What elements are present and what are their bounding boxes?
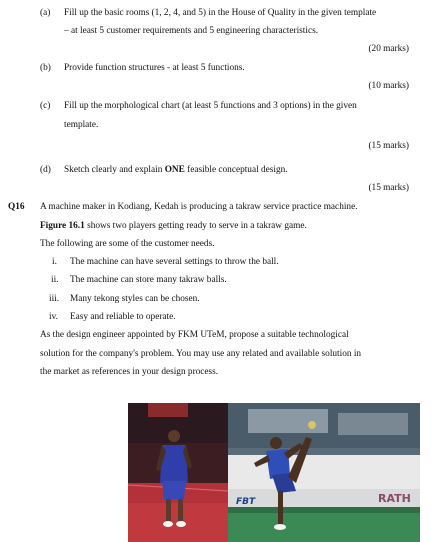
figure-sentence-rest: shows two players getting ready to serve in a takraw game. xyxy=(84,221,307,231)
part-c-marks: (15 marks) xyxy=(368,141,409,151)
photo-banner-text: FBT xyxy=(236,497,256,507)
need-text: The machine can store many takraw balls. xyxy=(70,275,227,285)
q16-paragraph-line3: the market as references in your design process. xyxy=(40,367,219,377)
need-text: The machine can have several settings to throw the ball. xyxy=(70,257,279,267)
q16-intro: A machine maker in Kodiang, Kedah is producing a takraw service practice machine. xyxy=(40,202,358,212)
part-a-label: (a) xyxy=(40,8,51,18)
q16-paragraph-line1: As the design engineer appointed by FKM UTeM, propose a suitable technological xyxy=(40,330,349,340)
photo-banner-text: RATH xyxy=(378,492,411,505)
need-text: Many tekong styles can be chosen. xyxy=(70,294,200,304)
part-a-text-line1: Fill up the basic rooms (1, 2, 4, and 5) in the House of Quality in the given template xyxy=(64,8,377,18)
part-c-text-line2: template. xyxy=(64,120,99,130)
part-d-post: feasible conceptual design. xyxy=(184,165,288,175)
figure-reference: Figure 16.1 xyxy=(40,221,85,231)
figure-16-1-photo xyxy=(128,403,420,542)
need-number: i. xyxy=(52,257,57,267)
part-d-marks: (15 marks) xyxy=(368,183,409,193)
need-text: Easy and reliable to operate. xyxy=(70,312,176,322)
q16-figure-sentence xyxy=(40,222,307,231)
part-c-label: (c) xyxy=(40,101,51,111)
part-d-bold: ONE xyxy=(164,165,185,175)
part-b-text: Provide function structures - at least 5 functions. xyxy=(64,63,245,73)
part-d-pre: Sketch clearly and explain xyxy=(64,165,165,175)
q16-paragraph-line2: solution for the company's problem. You may use any related and available solution in xyxy=(40,349,362,359)
need-number: iii. xyxy=(49,294,60,304)
question-number: Q16 xyxy=(8,202,25,212)
part-b-label: (b) xyxy=(40,63,51,73)
part-d-label: (d) xyxy=(40,165,51,175)
part-a-text-line2: – at least 5 customer requirements and 5 engineering characteristics. xyxy=(64,26,319,36)
q16-following: The following are some of the customer needs. xyxy=(40,239,215,249)
part-d-text xyxy=(64,166,288,175)
part-a-marks: (20 marks) xyxy=(368,44,409,54)
part-b-marks: (10 marks) xyxy=(368,81,409,91)
part-c-text-line1: Fill up the morphological chart (at least 5 functions and 3 options) in the given xyxy=(64,101,357,111)
need-number: iv. xyxy=(49,312,58,322)
need-number: ii. xyxy=(51,275,59,285)
